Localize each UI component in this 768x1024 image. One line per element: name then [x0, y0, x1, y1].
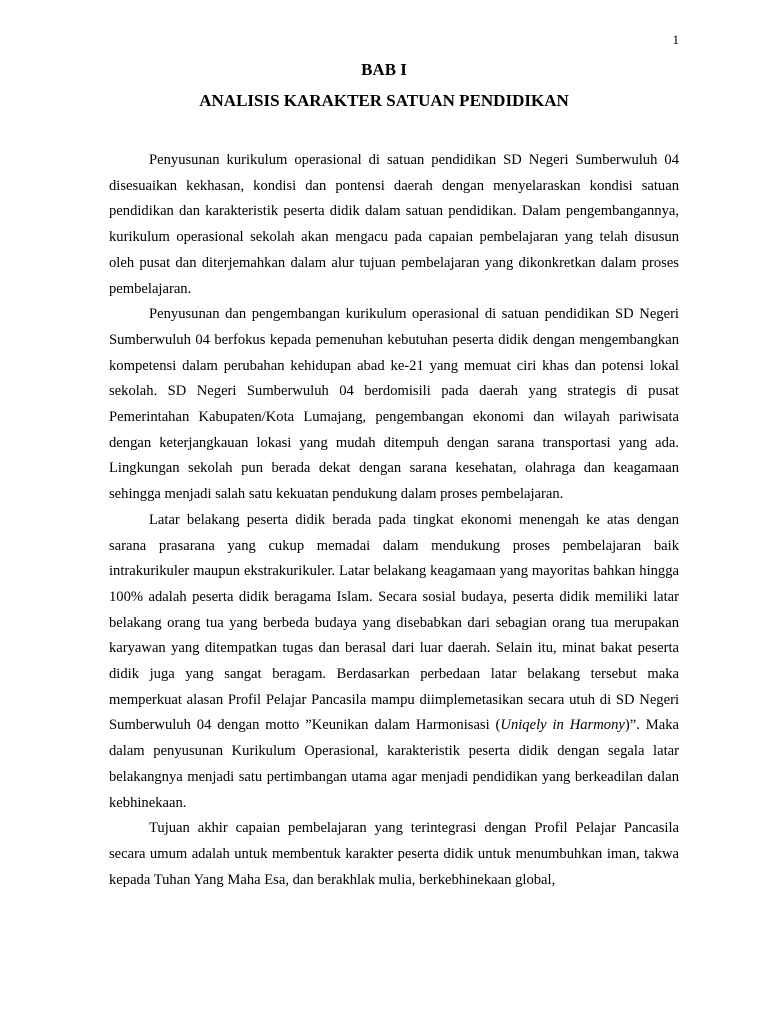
paragraph: Penyusunan kurikulum operasional di satuan pendidikan SD Negeri Sumberwuluh 04 disesuaikan kekhasan, kondisi dan pontensi daerah dengan menyelaraskan kondisi satuan pendidikan dan karakteristik peserta didik dalam satuan pendidikan. Dalam pengembangannya, kurikulum operasional sekolah akan mengacu pada capaian pembelajaran yang telah disusun oleh pusat dan diterjemahkan dalam alur tujuan pembelajaran yang dikonkretkan dalam proses pembelajaran.: [109, 152, 679, 297]
paragraph-text: )”. Maka dalam penyusunan Kurikulum Operasional, karakteristik peserta didik dengan segala latar belakangnya menjadi satu pertimbangan utama agar menjadi pendidikan yang berkeadilan dalan kebhinekaan.: [109, 717, 679, 811]
paragraph: [109, 508, 679, 816]
paragraph-text: Latar belakang peserta didik berada pada tingkat ekonomi menengah ke atas dengan sarana prasarana yang cukup memadai dalam mendukung proses pembelajaran baik intrakurikuler maupun ekstrakurikuler. Latar belakang keagamaan yang mayoritas bahkan hingga 100% adalah peserta didik beragama Islam. Secara sosial budaya, peserta didik memiliki latar belakang orang tua yang berbeda budaya yang disebabkan dari sebagian orang tua merupakan karyawan yang ditempatkan tugas dan berasal dari luar daerah. Selain itu, minat bakat peserta didik juga yang sangat beragam. Berdasarkan perbedaan latar belakang tersebut maka memperkuat alasan Profil Pelajar Pancasila mampu diimplemetasikan secara utuh di SD Negeri Sumberwuluh 04 dengan motto ”Keunikan dalam Harmonisasi (: [109, 511, 679, 734]
paragraph: Tujuan akhir capaian pembelajaran yang terintegrasi dengan Profil Pelajar Pancasila secara umum adalah untuk membentuk karakter peserta didik untuk menumbuhkan iman, takwa kepada Tuhan Yang Maha Esa, dan berakhlak mulia, berkebhinekaan global,: [109, 820, 679, 888]
page-number: 1: [672, 32, 679, 47]
motto-italic: Uniqely in Harmony: [500, 717, 625, 734]
paragraph: Penyusunan dan pengembangan kurikulum operasional di satuan pendidikan SD Negeri Sumberwuluh 04 berfokus kepada pemenuhan kebutuhan peserta didik dengan mengembangkan kompetensi dalam perubahan kehidupan abad ke-21 yang memuat ciri khas dan potensi lokal sekolah. SD Negeri Sumberwuluh 04 berdomisili pada daerah yang strategis di pusat Pemerintahan Kabupaten/Kota Lumajang, pengembangan ekonomi dan wilayah pariwisata dengan keterjangkauan lokasi yang mudah ditempuh dengan sarana transportasi yang ada. Lingkungan sekolah pun berada dekat dengan sarana kesehatan, olahraga dan keagamaan sehingga menjadi salah satu kekuatan pendukung dalam proses pembelajaran.: [109, 306, 679, 503]
body-text: [109, 148, 679, 893]
chapter-title: ANALISIS KARAKTER SATUAN PENDIDIKAN: [199, 91, 569, 110]
chapter-heading: BAB I: [361, 60, 407, 79]
